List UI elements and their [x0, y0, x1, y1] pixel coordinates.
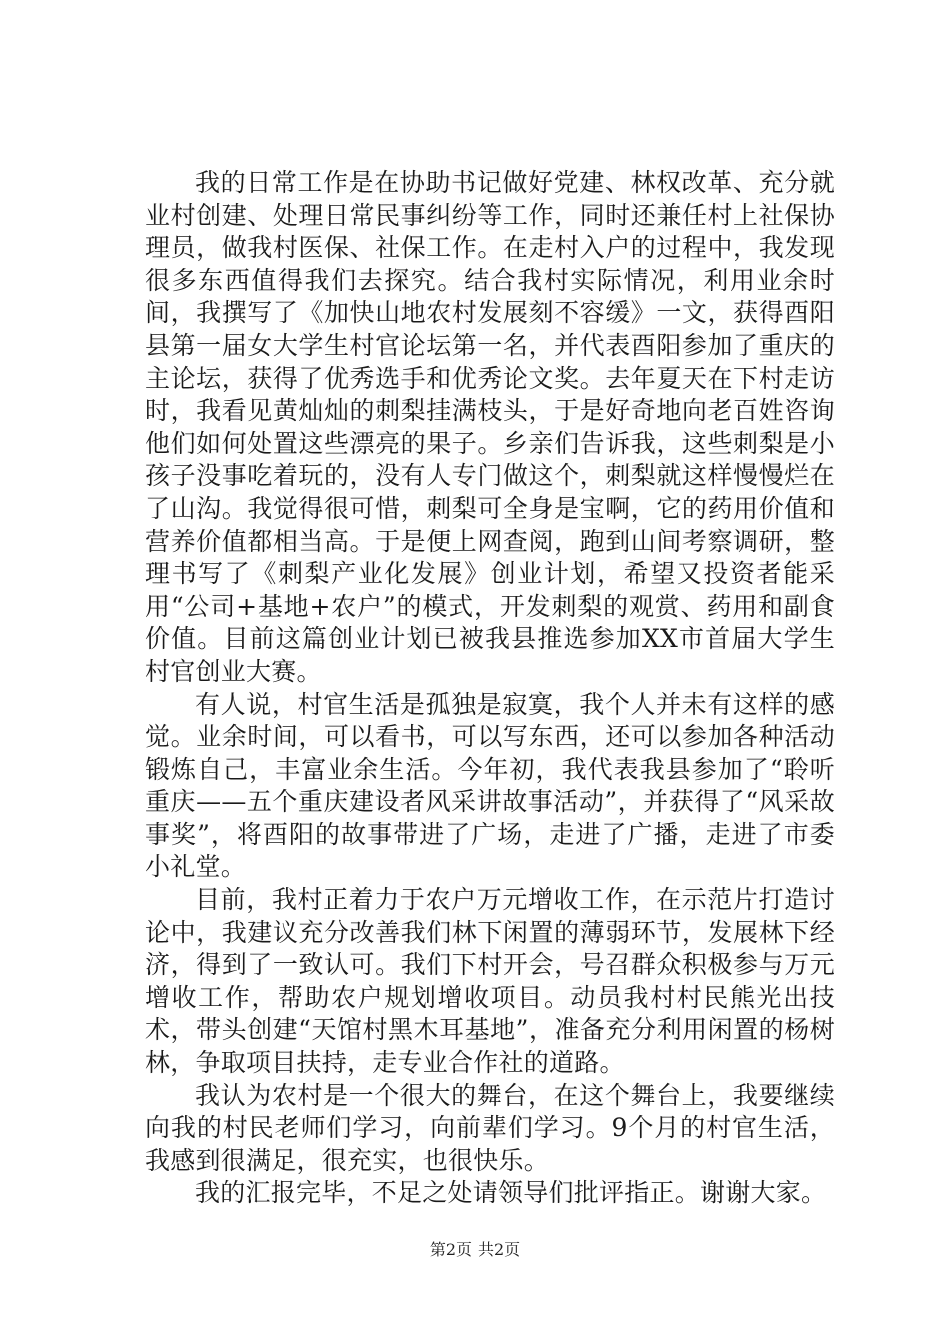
page-footer [0, 1240, 950, 1260]
page-number: 第2页 [429, 1240, 472, 1259]
paragraph-closing: 我的汇报完毕，不足之处请领导们批评指正。谢谢大家。 [195, 1178, 827, 1208]
paragraph-daily-work: 我的日常工作是在协助书记做好党建、林权改革、充分就业村创建、处理日常民事纠纷等工作，同时还兼任村上社保协理员，做我村医保、社保工作。在走村入户的过程中，我发现很多东西值得我们去探究。结合我村实际情况，利用业余时间，我撰写了《加快山地农村发展刻不容缓》一文，获得酉阳县第一届女大学生村官论坛第一名，并代表酉阳参加了重庆的主论坛，获得了优秀选手和优秀论文奖。去年夏天在下村走访时，我看见黄灿灿的刺梨挂满枝头，于是好奇地向老百姓咨询他们如何处置这些漂亮的果子。乡亲们告诉我，这些刺梨是小孩子没事吃着玩的，没有人专门做这个，刺梨就这样慢慢烂在了山沟。我觉得很可惜，刺梨可全身是宝啊，它的药用价值和营养价值都相当高。于是便上网查阅，跑到山间考察调研，整理书写了《刺梨产业化发展》创业计划，希望又投资者能采用“公司+基地+农户”的模式，开发刺梨的观赏、药用和副食价值。目前这篇创业计划已被我县推选参加XX市首届大学生村官创业大赛。 [145, 168, 835, 686]
paragraph-income-work: 目前，我村正着力于农户万元增收工作，在示范片打造讨论中，我建议充分改善我们林下闲置的薄弱环节，发展林下经济，得到了一致认可。我们下村开会，号召群众积极参与万元增收工作，帮助农户规划增收项目。动员我村村民熊光出技术，带头创建“天馆村黑木耳基地”，准备充分利用闲置的杨树林，争取项目扶持，走专业合作社的道路。 [145, 885, 835, 1078]
paragraph-reflection: 我认为农村是一个很大的舞台，在这个舞台上，我要继续向我的村民老师们学习，向前辈们学习。9个月的村官生活，我感到很满足，很充实，也很快乐。 [145, 1080, 835, 1175]
page-total: 共2页 [478, 1240, 521, 1259]
paragraph-village-life: 有人说，村官生活是孤独是寂寞，我个人并未有这样的感觉。业余时间，可以看书，可以写东西，还可以参加各种活动锻炼自己，丰富业余生活。今年初，我代表我县参加了“聆听重庆——五个重庆建设者风采讲故事活动”，并获得了“风采故事奖”，将酉阳的故事带进了广场，走进了广播，走进了市委小礼堂。 [145, 689, 835, 882]
document-body [145, 167, 835, 1210]
